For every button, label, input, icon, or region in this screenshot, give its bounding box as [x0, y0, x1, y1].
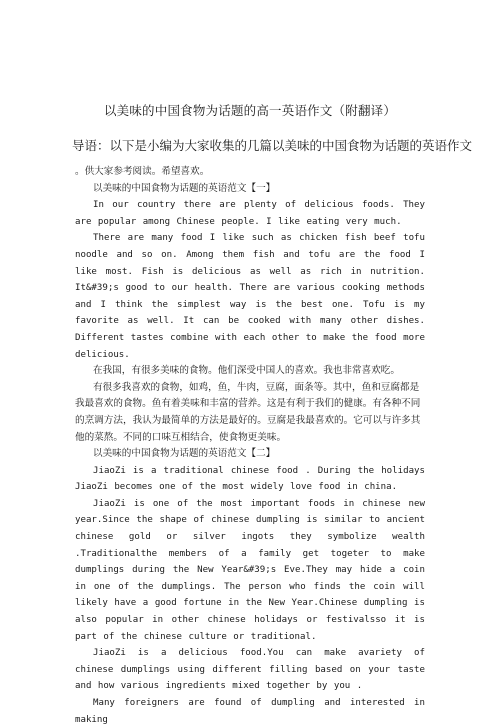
paragraph: JiaoZi is a traditional chinese food . During the holidays JiaoZi becomes one of the most widely love food in china.	[75, 465, 425, 493]
paragraph: JiaoZi is one of the most important foods in chinese new year.Since the shape of chinese dumpling is similar to ancient chinese gold or silver ingots they symbolize wealth .Traditionalthe members of a family get togeter to make dumplings during the New Year&#39;s Eve.They may hide a coin in one of the dumplings. The person who finds the coin will likely have a good fortune in the New Year.Chinese dumpling is also popular in other chinese holidays or festivalsso it is part of the chinese culture or traditional.	[75, 498, 425, 642]
page-title: 以美味的中国食物为话题的高一英语作文（附翻译）	[103, 103, 397, 118]
document-body	[75, 164, 425, 728]
section-heading: 以美味的中国食物为话题的英语范文【一】	[93, 182, 276, 194]
paragraph: 在我国，有很多美味的食物。他们深受中国人的喜欢。我也非常喜欢吃。	[93, 365, 400, 377]
paragraph: 有很多我喜欢的食物，如鸡，鱼，牛肉，豆腐，面条等。其中，鱼和豆腐都是我最喜欢的食物。鱼有着美味和丰富的营养。这是有利于我们的健康。有各种不同的烹调方法，我认为最简单的方法是最好的。豆腐是我最喜欢的。它可以与许多其他的菜熬。不同的口味互相结合，使食物更美味。	[75, 381, 421, 443]
paragraph: JiaoZi is a delicious food.You can make avariety of chinese dumplings using different filling based on your taste and how various ingredients mixed together by you .	[75, 648, 425, 692]
paragraph: Many foreigners are found of dumpling and interested in making	[75, 698, 425, 725]
section-heading: 以美味的中国食物为话题的英语范文【二】	[93, 448, 276, 460]
paragraph: 。供大家参考阅读。希望喜欢。	[75, 166, 210, 177]
paragraph: In our country there are plenty of delicious foods. They are popular among Chinese people. I like eating very much.	[75, 200, 425, 227]
intro-text: 导语：以下是小编为大家收集的几篇以美味的中国食物为话题的英语作文	[72, 138, 473, 153]
paragraph: There are many food I like such as chicken fish beef tofu noodle and so on. Among them fish and tofu are the food I like most. Fish is delicious as well as rich in nutrition. It&#39;s good to our health. There are various cooking methods and I think the simplest way is the best one. Tofu is my favorite as well. It can be cooked with many other dishes. Different tastes combine with each other to make the food more delicious.	[75, 233, 425, 360]
